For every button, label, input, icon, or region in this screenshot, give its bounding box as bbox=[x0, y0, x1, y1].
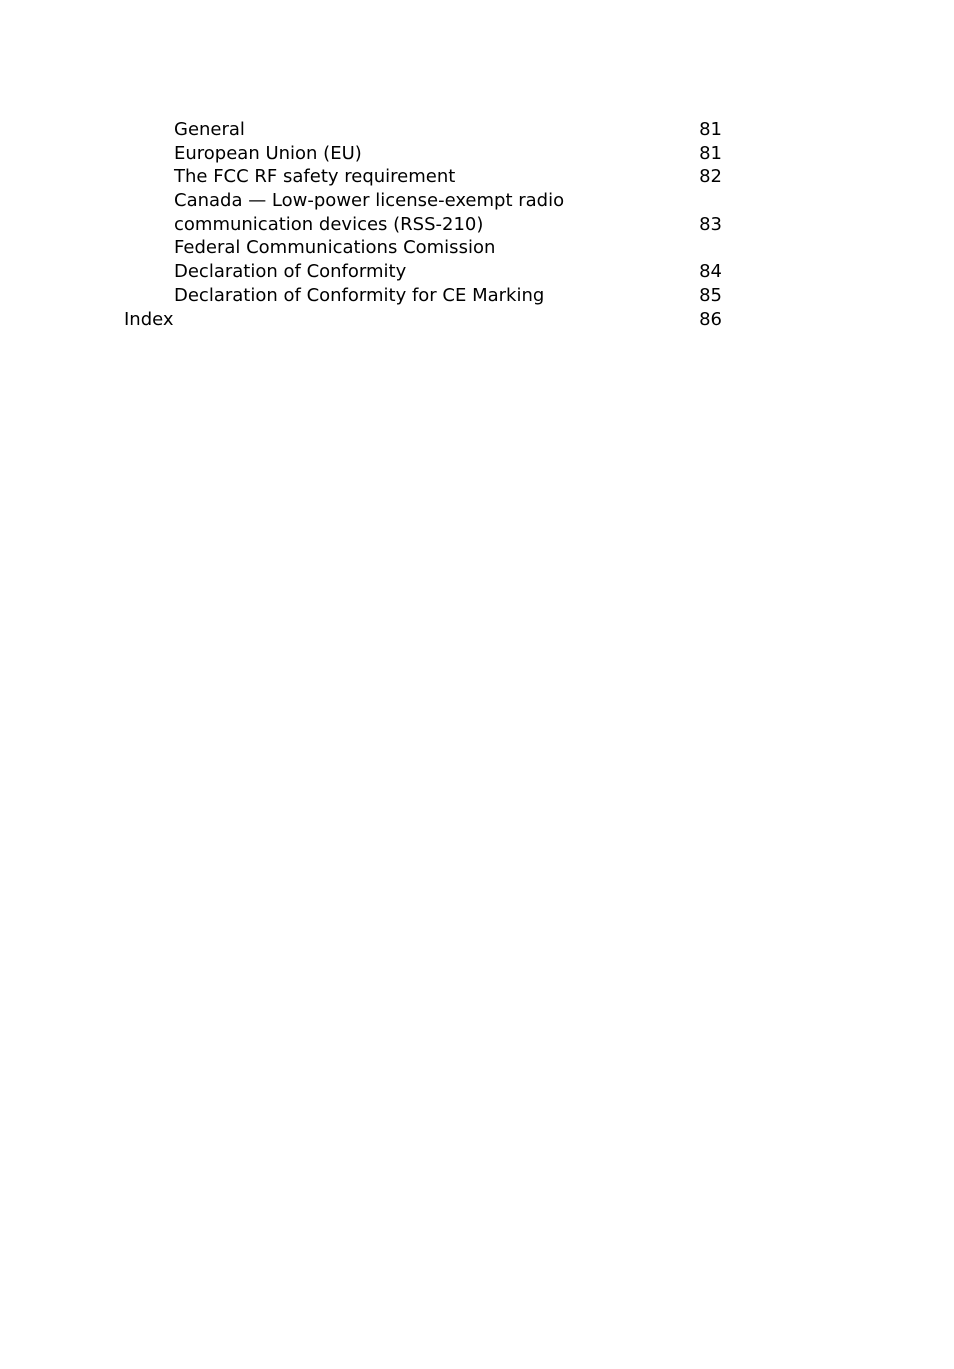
toc-entry-canada-line-2[interactable] bbox=[124, 213, 722, 237]
toc-entry-title: Index bbox=[124, 308, 174, 330]
toc-entry-fcc-rf-safety[interactable] bbox=[124, 165, 722, 189]
toc-entry-fcc-line-2[interactable] bbox=[124, 260, 722, 284]
toc-entry-title: European Union (EU) bbox=[174, 142, 362, 164]
toc-entry-index[interactable] bbox=[124, 308, 722, 332]
toc-entry-fcc-line-1[interactable] bbox=[124, 236, 722, 260]
toc-entry-title: The FCC RF safety requirement bbox=[174, 166, 456, 188]
toc-entry-ce-marking[interactable] bbox=[124, 284, 722, 308]
toc-entry-page: 85 bbox=[699, 284, 722, 306]
toc-entry-page: 86 bbox=[699, 308, 722, 330]
table-of-contents bbox=[124, 118, 722, 331]
toc-entry-page: 84 bbox=[699, 261, 722, 283]
toc-entry-title: Declaration of Conformity for CE Marking bbox=[174, 284, 545, 306]
toc-entry-title: General bbox=[174, 119, 245, 140]
toc-entry-title: Federal Communications Comission bbox=[174, 237, 496, 259]
toc-entry-title: Canada — Low-power license-exempt radio bbox=[174, 190, 565, 212]
toc-entry-general[interactable] bbox=[124, 118, 722, 142]
toc-entry-european-union[interactable] bbox=[124, 142, 722, 166]
toc-entry-page: 82 bbox=[699, 166, 722, 188]
toc-entry-page: 81 bbox=[699, 119, 722, 140]
toc-entry-title: communication devices (RSS-210) bbox=[174, 213, 484, 235]
toc-entry-canada-line-1[interactable] bbox=[124, 189, 722, 213]
toc-entry-page: 81 bbox=[699, 142, 722, 164]
toc-entry-page: 83 bbox=[699, 213, 722, 235]
toc-entry-title: Declaration of Conformity bbox=[174, 261, 407, 283]
